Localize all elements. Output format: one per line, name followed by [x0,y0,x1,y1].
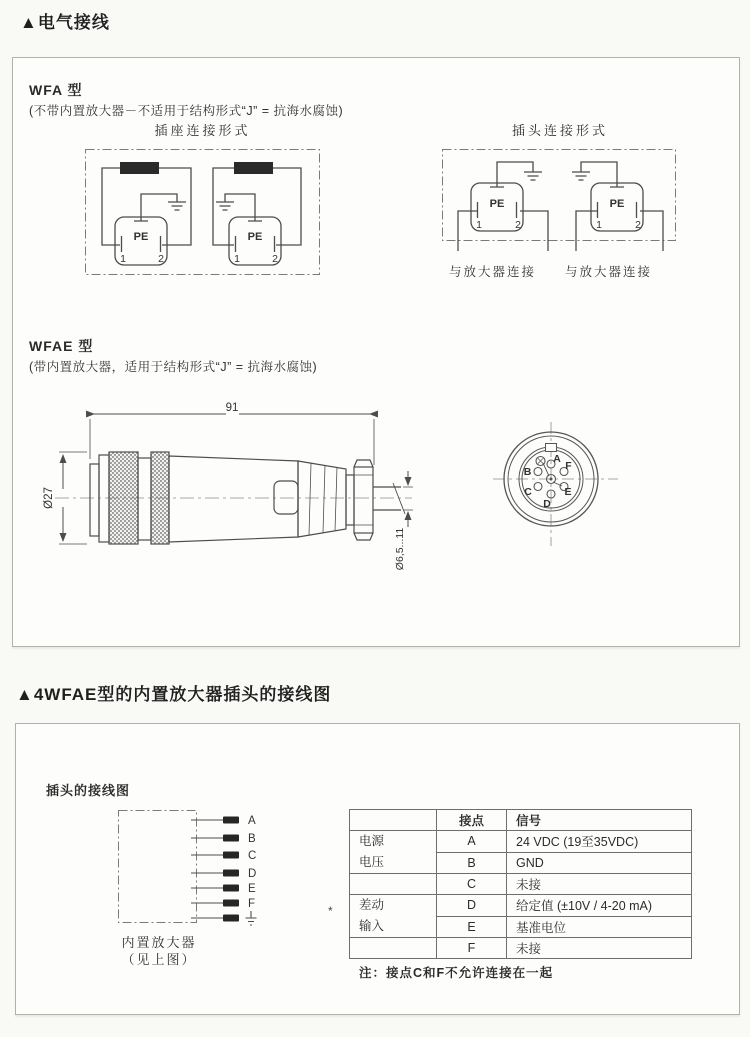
pin-terminals [223,817,239,922]
amplifier-connection-label-2: 与放大器连接 [564,265,652,279]
pe-label: PE [489,198,505,210]
pin1-label: 1 [596,219,602,231]
crosshair-centerlines [493,422,618,546]
plug-wiring-diagram [441,148,679,260]
cell-contact: B [437,852,507,874]
face-pin-b-label: B [523,466,532,478]
wfae-subtitle: (带内置放大器，适用于结构形式“J” = 抗海水腐蚀) [29,360,318,374]
amplifier-plug-panel [15,723,740,1015]
face-pin-f-label: F [565,460,572,472]
header-signal: 信号 [507,810,692,831]
gland-nut [354,467,373,533]
connector-side-view-drawing [41,401,421,581]
wfa-subtitle: (不带内置放大器－不适用于结构形式“J” = 抗海水腐蚀) [29,104,344,118]
earth-symbol [246,911,257,925]
socket-connector-2 [213,162,301,265]
section1-title: ▲电气接线 [20,13,110,32]
plug-connection-label: 插头连接形式 [511,123,608,138]
ground-symbol [572,172,590,180]
cell-signal: 基准电位 [507,916,692,938]
face-pin-e-label: E [564,486,572,498]
cell-signal: 未接 [507,938,692,959]
socket-connector-1 [102,162,191,265]
transducer-coil-symbol [120,162,159,174]
keying-notch [546,444,557,452]
group-power-label: 电源 电压 [350,831,437,874]
ground-symbol [216,202,234,210]
table-row [350,895,692,917]
pin1-label: 1 [234,253,240,265]
table-row [350,938,692,959]
table-row [350,831,692,853]
diameter-dim-label: Ø27 [43,487,55,509]
length-dim-label: 91 [225,402,239,414]
socket-wiring-diagram [84,148,321,276]
pin1-label: 1 [476,219,482,231]
pin-wires [191,820,223,918]
knurled-ring-2 [151,452,169,544]
cable [373,487,401,510]
pin-c-label: C [248,850,257,862]
group-empty [350,938,437,959]
wfae-heading: WFAE 型 [29,338,94,354]
plug-wiring-heading: 插头的接线图 [46,783,131,798]
wfa-heading: WFA 型 [29,82,83,98]
pin2-label: 2 [515,219,521,231]
pin2-label: 2 [158,253,164,265]
face-pin-d-label: D [543,498,551,510]
group-empty [350,874,437,895]
face-pin-c-label: C [524,486,532,498]
table-row [350,874,692,895]
amplifier-pinout-diagram [111,802,276,937]
connector-face-view [491,419,621,549]
pin-d-label: D [248,868,257,880]
pin-e-label: E [248,883,256,895]
face-pin-a-label: A [553,453,561,465]
pin1-label: 1 [120,253,126,265]
socket-connection-label: 插座连接形式 [154,123,251,138]
ground-symbol [524,172,542,180]
pe-label: PE [133,231,149,243]
cell-contact: D [437,895,507,917]
pin2-label: 2 [272,253,278,265]
header-contact: 接点 [437,810,507,831]
amplifier-connection-label-1: 与放大器连接 [448,265,536,279]
table-header-row [350,810,692,831]
footnote-marker: * [328,904,333,918]
cable-dim-label: Ø6,5...11 [394,527,406,571]
header-empty [350,810,437,831]
knurled-ring-1 [109,452,138,544]
amplifier-caption-line1: 内置放大器 [121,935,197,950]
ground-symbol [168,202,186,210]
cable-gland [298,461,346,537]
pin-b-label: B [248,833,256,845]
cell-signal: GND [507,852,692,874]
group-input-label: 差动 输入 [350,895,437,938]
transducer-coil-symbol [234,162,273,174]
pin-f-label: F [248,898,256,910]
cell-signal: 给定值 (±10V / 4-20 mA) [507,895,692,917]
cell-signal: 24 VDC (19至35VDC) [507,831,692,853]
pe-label: PE [609,198,625,210]
electrical-connection-panel [12,57,740,647]
cell-contact: C [437,874,507,895]
cell-contact: F [437,938,507,959]
pin-signal-table [349,809,692,959]
table-note: 注：接点C和F不允许连接在一起 [359,966,554,980]
cell-contact: A [437,831,507,853]
section2-title: ▲4WFAE型的内置放大器插头的接线图 [16,685,332,704]
amplifier-box-border [119,811,197,923]
amplifier-caption [84,934,234,968]
cell-signal: 未接 [507,874,692,895]
pe-label: PE [247,231,263,243]
pin-a-label: A [248,815,256,827]
cell-contact: E [437,916,507,938]
pin2-label: 2 [635,219,641,231]
amplifier-caption-line2: （见上图） [121,952,197,967]
